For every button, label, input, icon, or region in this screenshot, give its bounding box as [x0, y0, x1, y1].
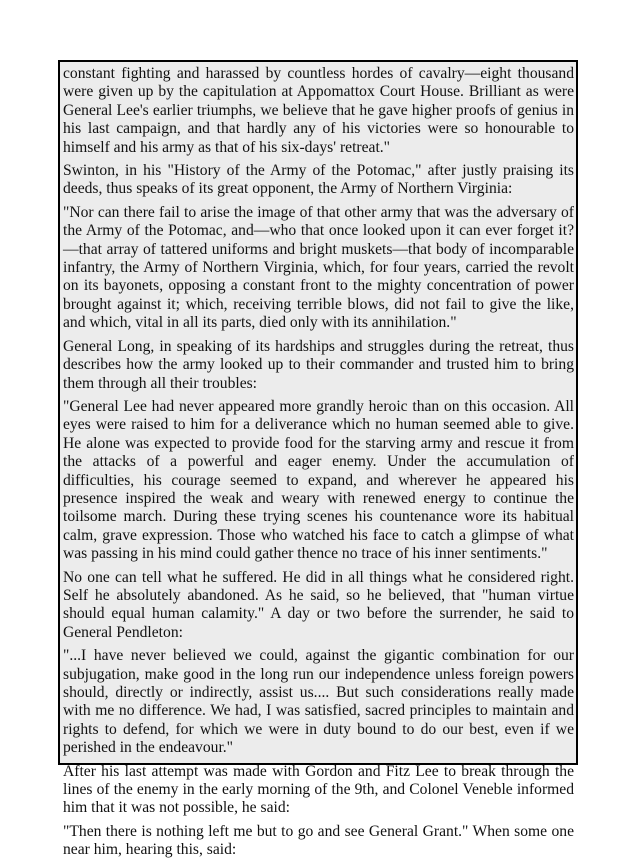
- paragraph-swinton-intro: Swinton, in his "History of the Army of the Potomac," after justly praising its deeds, thus speaks of its great opponent, the Army of Northern Virginia:: [63, 162, 574, 198]
- paragraph-continued-quote: constant fighting and harassed by countless hordes of cavalry—eight thousand were given up by the capitulation at Appomattox Court House. Brilliant as were General Lee's earlier triumphs, we believe that he gave higher proofs of genius in his last campaign, and that hardly any of his victories were so honourable to himself and his army as that of his six-days' retreat.": [63, 65, 574, 156]
- paragraph-pendleton-quote: "...I have never believed we could, against the gigantic combination for our subjugation, make good in the long run our independence unless foreign powers should, directly or indirectly, assist us.... But such considerations really made with me no difference. We had, I was satisfied, sacred principles to maintain and rights to defend, for which we were in duty bound to do our best, even if we perished in the endeavour.": [63, 647, 574, 757]
- paragraph-long-intro: General Long, in speaking of its hardships and struggles during the retreat, thus describes how the army looked up to their commander and trusted him to bring them through all their troubles:: [63, 337, 574, 392]
- paragraph-general-grant: "Then there is nothing left me but to go and see General Grant." When some one near him, hearing this, said:: [63, 822, 574, 859]
- paragraph-suffering: No one can tell what he suffered. He did in all things what he considered right. Self he absolutely abandoned. As he said, so he believed, that "human virtue should equal human calamity." A day or two before the surrender, he said to General Pendleton:: [63, 568, 574, 641]
- text-frame: [58, 60, 578, 859]
- paragraph-long-quote: "General Lee had never appeared more grandly heroic than on this occasion. All eyes were raised to him for a deliverance which no human seemed able to give. He alone was expected to provide food for the starving army and rescue it from the attacks of a powerful and eager enemy. Under the accumulation of difficulties, his courage seemed to expand, and wherever he appeared his presence inspired the weak and weary with renewed energy to continue the toilsome march. During these trying scenes his countenance wore its habitual calm, grave expression. Those who watched his face to catch a glimpse of what was passing in his mind could gather thence no trace of his inner sentiments.": [63, 397, 574, 563]
- paragraph-last-attempt: After his last attempt was made with Gordon and Fitz Lee to break through the lines of the enemy in the early morning of the 9th, and Colonel Veneble informed him that it was not possible, he said:: [63, 762, 574, 817]
- paragraph-swinton-quote: "Nor can there fail to arise the image of that other army that was the adversary of the Army of the Potomac, and—who that once looked upon it can ever forget it?—that array of tattered uniforms and bright muskets—that body of incomparable infantry, the Army of Northern Virginia, which, for four years, carried the revolt on its bayonets, opposing a constant front to the mighty concentration of power brought against it; which, receiving terrible blows, did not fail to give the like, and which, vital in all its parts, died only with its annihilation.": [63, 203, 574, 332]
